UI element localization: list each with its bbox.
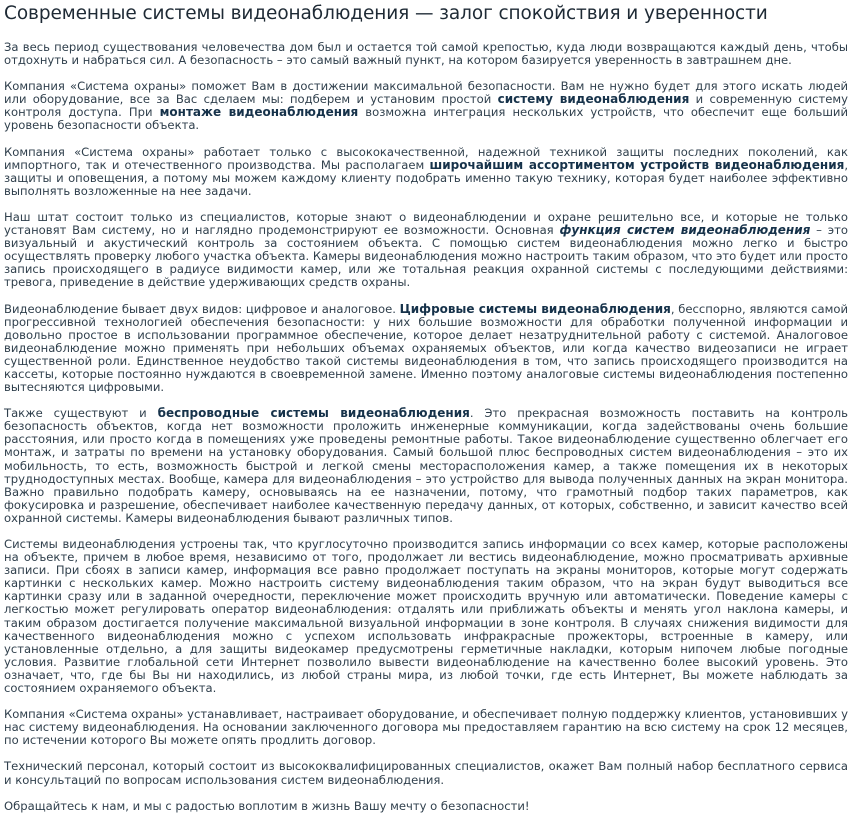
paragraph-text: Также существуют и — [4, 406, 158, 421]
keyword-video-installation: монтаже видеонаблюдения — [159, 105, 359, 120]
paragraph-wireless — [4, 407, 848, 525]
paragraph-text: , защиты и оповещения, а потому мы можем каждому клиенту подобрать именно такую технику, которая будет наиболее эффективно выполнять возложенные на нее задачи. — [4, 157, 848, 198]
keyword-wireless-systems: беспроводные системы видеонаблюдения — [157, 406, 470, 421]
paragraph-support — [4, 708, 848, 747]
paragraph-text: Компания «Система охраны» поможет Вам в достижении максимальной безопасности. Вам не нужно будет для этого искать людей или оборудование, все за Вас сделаем мы: подберем и установим простой — [4, 79, 848, 107]
paragraph-closing — [4, 800, 848, 813]
keyword-system-function: функция систем видеонаблюдения — [559, 223, 811, 238]
paragraph-digital-analog — [4, 303, 848, 395]
article-title: Современные системы видеонаблюдения — залог спокойствия и уверенности — [4, 3, 768, 24]
paragraph-staff — [4, 211, 848, 290]
paragraph-equipment — [4, 146, 848, 198]
paragraph-text: возможна интеграция нескольких устройств, что обеспечит еще больший уровень безопасности объекта. — [4, 105, 848, 133]
paragraph-intro — [4, 41, 848, 67]
paragraph-text: Системы видеонаблюдения устроены так, что круглосуточно производится запись информации со всех камер, которые расположены на объекте, причем в любое время, независимо от того, продолжает ли вестись видеонаблюдение, можно просматривать архивные записи. При сбоях в записи камер, информация все равно продолжает поступать на экраны мониторов, которые могут содержать картинки с нескольких камер. Можно настроить систему видеонаблюдения таким образом, что на экран будут выводиться все картинки сразу или в заданной очередности, переключение может происходить вручную или автоматически. Поведение камеры с легкостью может регулировать оператор видеонаблюдения: отдалять или приближать объекты и менять угол наклона камеры, и таким образом достигается получение максимальной визуальной информации в зоне контроля. В случаях снижения видимости для качественного видеонаблюдения можно с успехом использовать инфракрасные прожекторы, встроенные в камеру, или установленные отдельно, а для защиты видеокамер предусмотрены герметичные накладки, которым нипочем любые погодные условия. Развитие глобальной сети Интернет позволило вывести видеонаблюдение на качественно более высокий уровень. Это означает, что, где бы Вы ни находились, из любой страны мира, из любой точки, где есть Интернет, Вы можете наблюдать за состоянием охраняемого объекта. — [4, 537, 848, 696]
paragraph-text: Наш штат состоит только из специалистов, которые знают о видеонаблюдении и охране решительно все, и которые не только установят Вам систему, но и наглядно продемонстрируют ее возможности. Основная — [4, 209, 848, 238]
paragraph-text: За весь период существования человечества дом был и остается той самой крепостью, куда люди возвращаются каждый день, чтобы отдохнуть и набраться сил. А безопасность – это самый важный пункт, на котором базируется уверенность в завтрашнем дне. — [4, 40, 848, 68]
paragraph-text: Технический персонал, который состоит из высококвалифицированных специалистов, окажет Вам полный набор бесплатного сервиса и консультаций по вопросам использования систем видеонаблюдения. — [4, 759, 848, 787]
keyword-video-system: систему видеонаблюдения — [497, 92, 690, 107]
paragraph-text: Компания «Система охраны» работает только с высококачественной, надежной техникой защиты последних поколений, как импортного, так и отечественного производства. Мы располагаем — [4, 144, 848, 172]
paragraph-recording — [4, 538, 848, 695]
paragraph-text: Видеонаблюдение бывает двух видов: цифровое и аналоговое. — [4, 301, 400, 316]
paragraph-text: Компания «Система охраны» устанавливает, настраивает оборудование, и обеспечивает полную поддержку клиентов, установивших у нас систему видеонаблюдения. На основании заключенного договора мы предоставляем гарантию на всю систему на срок 12 месяцев, по истечении которого Вы можете опять продлить договор. — [4, 707, 848, 748]
paragraph-text: . Это прекрасная возможность поставить на контроль безопасность объектов, когда нет возможности проложить инженерные коммуникации, когда задействованы очень большие расстояния, или просто когда в помещениях уже проведены ремонтные работы. Такое видеонаблюдение существенно облегчает его монтаж, и затраты по времени на установку оборудования. Самый большой плюс беспроводных систем видеонаблюдения – это их мобильность, то есть, возможность быстрой и легкой смены месторасположения камер, а также помещения их в некоторых труднодоступных местах. Вообще, камера для видеонаблюдения – это устройство для вывода полученных данных на экран монитора. Важно правильно подобрать камеру, основываясь на ее назначении, потому, что грамотный подбор таких параметров, как фокусировка и разрешение, обеспечивает наиболее качественную передачу данных, от которых, собственно, и зависит качество всей охранной системы. Камеры видеонаблюдения бывают различных типов. — [4, 406, 849, 525]
paragraph-company-help — [4, 80, 848, 132]
paragraph-text: , бесспорно, являются самой прогрессивной технологией обеспечения безопасности: у них большие возможности для обработки полученной информации и довольно простое в использовании программное обеспечение, которое делает незатруднительной работу с системой. Аналоговое видеонаблюдение можно применять при небольших объемах охраняемых объектов, или когда качество видеозаписи не играет существенной роли. Единственное неудобство такой системы видеонаблюдения в том, что запись происходящего производится на кассеты, которые постоянно нуждаются в своевременной замене. Именно поэтому аналоговые системы видеонаблюдения постепенно вытесняются цифровыми. — [4, 301, 848, 395]
paragraph-text: и современную систему контроля доступа. При — [4, 92, 848, 120]
keyword-digital-systems: Цифровые системы видеонаблюдения — [399, 301, 671, 316]
paragraph-text: Обращайтесь к нам, и мы с радостью воплотим в жизнь Вашу мечту о безопасности! — [4, 798, 530, 813]
keyword-assortment: широчайшим ассортиментом устройств видеонаблюдения — [429, 157, 845, 172]
paragraph-text: – это визуальный и акустический контроль за состоянием объекта. С помощью систем видеонаблюдения можно легко и быстро осуществлять проверку любого участка объекта. Камеры видеонаблюдения можно настроить таким образом, что это будет или просто запись происходящего в радиусе видимости камер, или же тотальная реакция охранной системы с последующими действиями: тревога, приведение в действие удерживающих средств охраны. — [4, 223, 848, 290]
paragraph-technical-staff — [4, 760, 848, 786]
